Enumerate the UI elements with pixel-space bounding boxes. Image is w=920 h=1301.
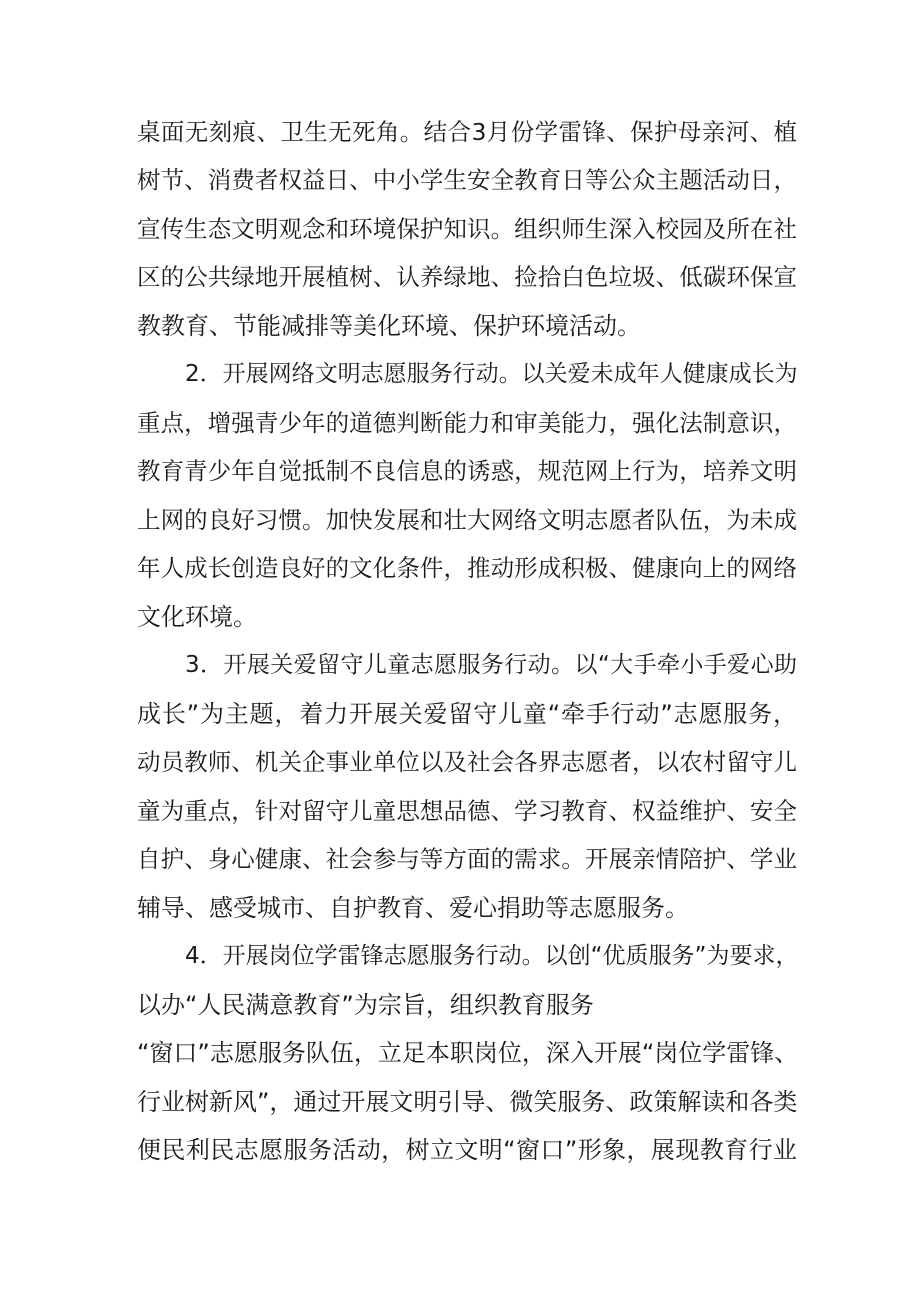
text-line: 便民利民志愿服务活动，树立文明“窗口”形象，展现教育行业 (137, 1136, 797, 1164)
text-line: 成长”为主题，着力开展关爱留守儿童“牵手行动”志愿服务， (137, 700, 797, 728)
text-line: 行业树新风”，通过开展文明引导、微笑服务、政策解读和各类 (137, 1088, 798, 1116)
text-line: 重点，增强青少年的道德判断能力和审美能力，强化法制意识， (137, 409, 797, 437)
text-line: 区的公共绿地开展植树、认养绿地、捡拾白色垃圾、低碳环保宣 (137, 263, 797, 291)
paragraph-first-line: 3．开展关爱留守儿童志愿服务行动。以“大手牵小手爱心助 (185, 652, 797, 678)
paragraph-first-line: 4．开展岗位学雷锋志愿服务行动。以创“优质服务”为要求， (185, 943, 799, 969)
text-line: 宣传生态文明观念和环境保护知识。组织师生深入校园及所在社 (137, 215, 797, 243)
text-line: 上网的良好习惯。加快发展和壮大网络文明志愿者队伍，为未成 (137, 506, 797, 534)
text-line: 树节、消费者权益日、中小学生安全教育日等公众主题活动日， (137, 166, 797, 194)
text-line: 动员教师、机关企事业单位以及社会各界志愿者，以农村留守儿 (137, 748, 797, 776)
text-line: “窗口”志愿服务队伍，立足本职岗位，深入开展“岗位学雷锋、 (137, 1039, 799, 1067)
text-line: 年人成长创造良好的文化条件，推动形成积极、健康向上的网络 (137, 554, 797, 582)
text-line: 辅导、感受城市、自护教育、爱心捐助等志愿服务。 (137, 894, 689, 922)
text-line: 童为重点，针对留守儿童思想品德、学习教育、权益维护、安全 (137, 797, 797, 825)
text-line: 自护、身心健康、社会参与等方面的需求。开展亲情陪护、学业 (137, 845, 797, 873)
text-line: 文化环境。 (137, 603, 257, 631)
text-line: 桌面无刻痕、卫生无死角。结合3月份学雷锋、保护母亲河、植 (137, 118, 797, 146)
paragraph-first-line: 2．开展网络文明志愿服务行动。以关爱未成年人健康成长为 (185, 361, 798, 387)
text-line: 教教育、节能减排等美化环境、保护环境活动。 (137, 312, 641, 340)
text-line: 教育青少年自觉抵制不良信息的诱惑，规范网上行为，培养文明 (137, 457, 797, 485)
text-line: 以办“人民满意教育”为宗旨，组织教育服务 (137, 991, 594, 1019)
